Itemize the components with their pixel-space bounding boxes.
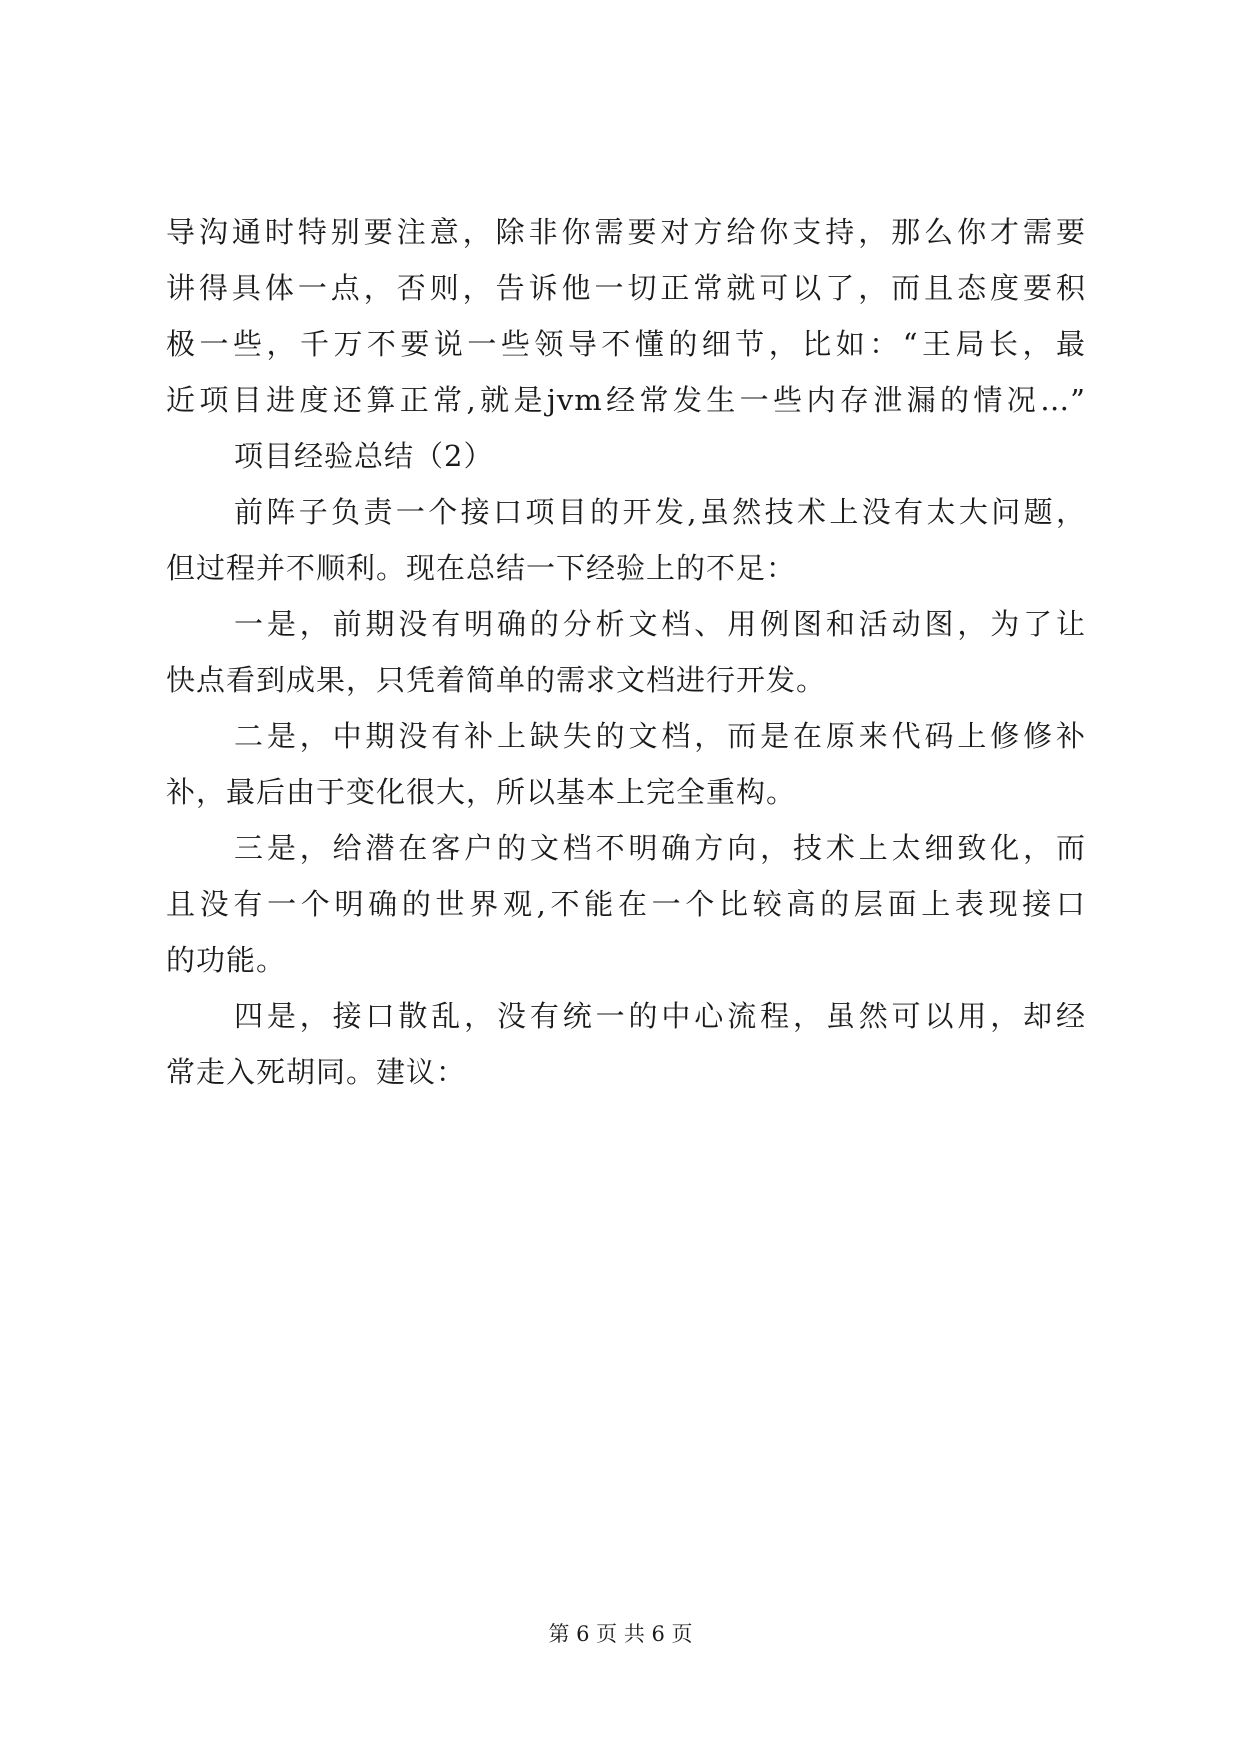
text-line: 快点看到成果，只凭着简单的需求文档进行开发。	[166, 663, 827, 697]
text-line: 但过程并不顺利。现在总结一下经验上的不足：	[166, 551, 797, 585]
text-line: 二是，中期没有补上缺失的文档，而是在原来代码上修修补	[234, 719, 1086, 753]
text-line: 且没有一个明确的世界观,不能在一个比较高的层面上表现接口	[166, 887, 1086, 921]
text-line: 三是，给潜在客户的文档不明确方向，技术上太细致化，而	[234, 831, 1086, 865]
section-heading: 项目经验总结（2）	[234, 439, 494, 473]
page-footer: 第 6 页 共 6 页	[548, 1622, 693, 1646]
text-line: 导沟通时特别要注意，除非你需要对方给你支持，那么你才需要	[166, 215, 1086, 249]
text-line: 极一些，千万不要说一些领导不懂的细节，比如：“王局长，最	[166, 327, 1086, 361]
text-line: 近项目进度还算正常,就是jvm经常发生一些内存泄漏的情况…”	[166, 383, 1086, 417]
text-line: 一是，前期没有明确的分析文档、用例图和活动图，为了让	[234, 607, 1086, 641]
text-line: 补，最后由于变化很大，所以基本上完全重构。	[166, 775, 797, 809]
text-line: 常走入死胡同。建议：	[166, 1055, 467, 1089]
text-line: 的功能。	[166, 943, 287, 977]
text-line: 四是，接口散乱，没有统一的中心流程，虽然可以用，却经	[234, 999, 1086, 1033]
text-line: 前阵子负责一个接口项目的开发,虽然技术上没有太大问题，	[234, 495, 1086, 529]
text-line: 讲得具体一点，否则，告诉他一切正常就可以了，而且态度要积	[166, 271, 1086, 305]
